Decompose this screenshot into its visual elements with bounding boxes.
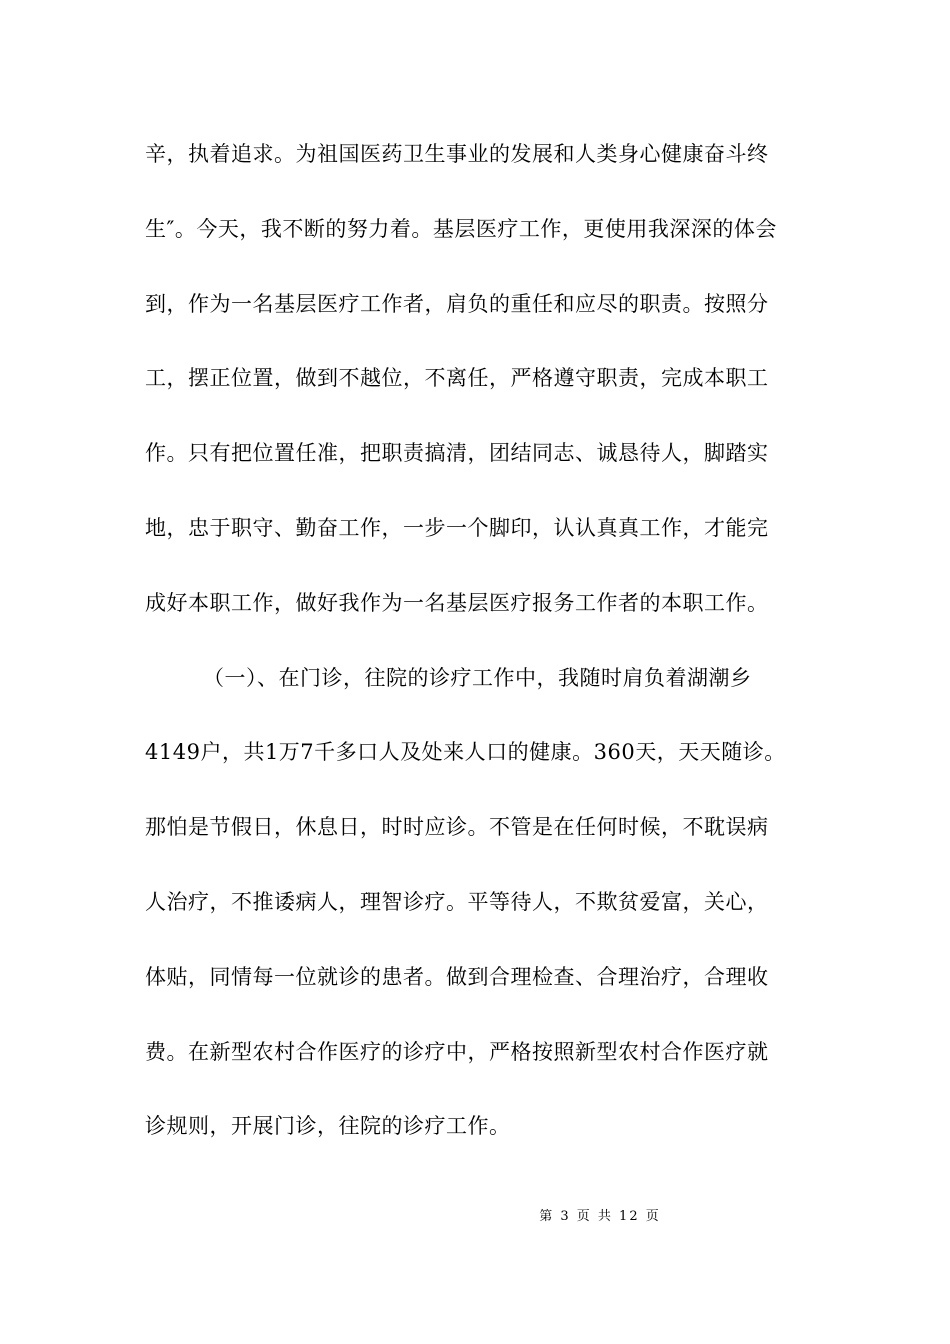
page-footer xyxy=(0,1205,950,1224)
text-line-11: 人治疗，不推诿病人，理智诊疗。平等待人，不欺贫爱富，关心， xyxy=(145,889,769,914)
text-line-5: 作。只有把位置任准，把职责搞清，团结同志、诚恳待人，脚踏实 xyxy=(145,441,769,466)
text-line-13: 费。在新型农村合作医疗的诊疗中，严格按照新型农村合作医疗就 xyxy=(145,1039,769,1064)
body-text xyxy=(145,134,835,1181)
text-line-1: 辛，执着追求。为祖国医药卫生事业的发展和人类身心健康奋斗终 xyxy=(145,142,769,166)
page-number: 第 3 页 共 12 页 xyxy=(539,1209,661,1224)
text-line-3: 到，作为一名基层医疗工作者，肩负的重任和应尽的职责。按照分 xyxy=(145,291,769,316)
text-line-2: 生″。今天，我不断的努力着。基层医疗工作，更使用我深深的体会 xyxy=(145,216,777,241)
text-line-7: 成好本职工作，做好我作为一名基层医疗报务工作者的本职工作。 xyxy=(145,590,769,615)
text-line-6: 地，忠于职守、勤奋工作，一步一个脚印，认认真真工作，才能完 xyxy=(145,515,769,540)
text-line-9: 4149户，共1万7千多口人及处来人口的健康。360天，天天随诊。 xyxy=(145,740,786,765)
text-line-14: 诊规则，开展门诊，往院的诊疗工作。 xyxy=(145,1114,511,1139)
text-line-10: 那怕是节假日，休息日，时时应诊。不管是在任何时候，不耽误病 xyxy=(145,815,769,840)
paragraph-start-line: （一）、在门诊，往院的诊疗工作中，我随时肩负着湖潮乡 xyxy=(203,665,752,690)
text-line-4: 工，摆正位置，做到不越位，不离任，严格遵守职责，完成本职工 xyxy=(145,366,769,391)
text-line-12: 体贴，同情每一位就诊的患者。做到合理检查、合理治疗，合理收 xyxy=(145,964,769,989)
